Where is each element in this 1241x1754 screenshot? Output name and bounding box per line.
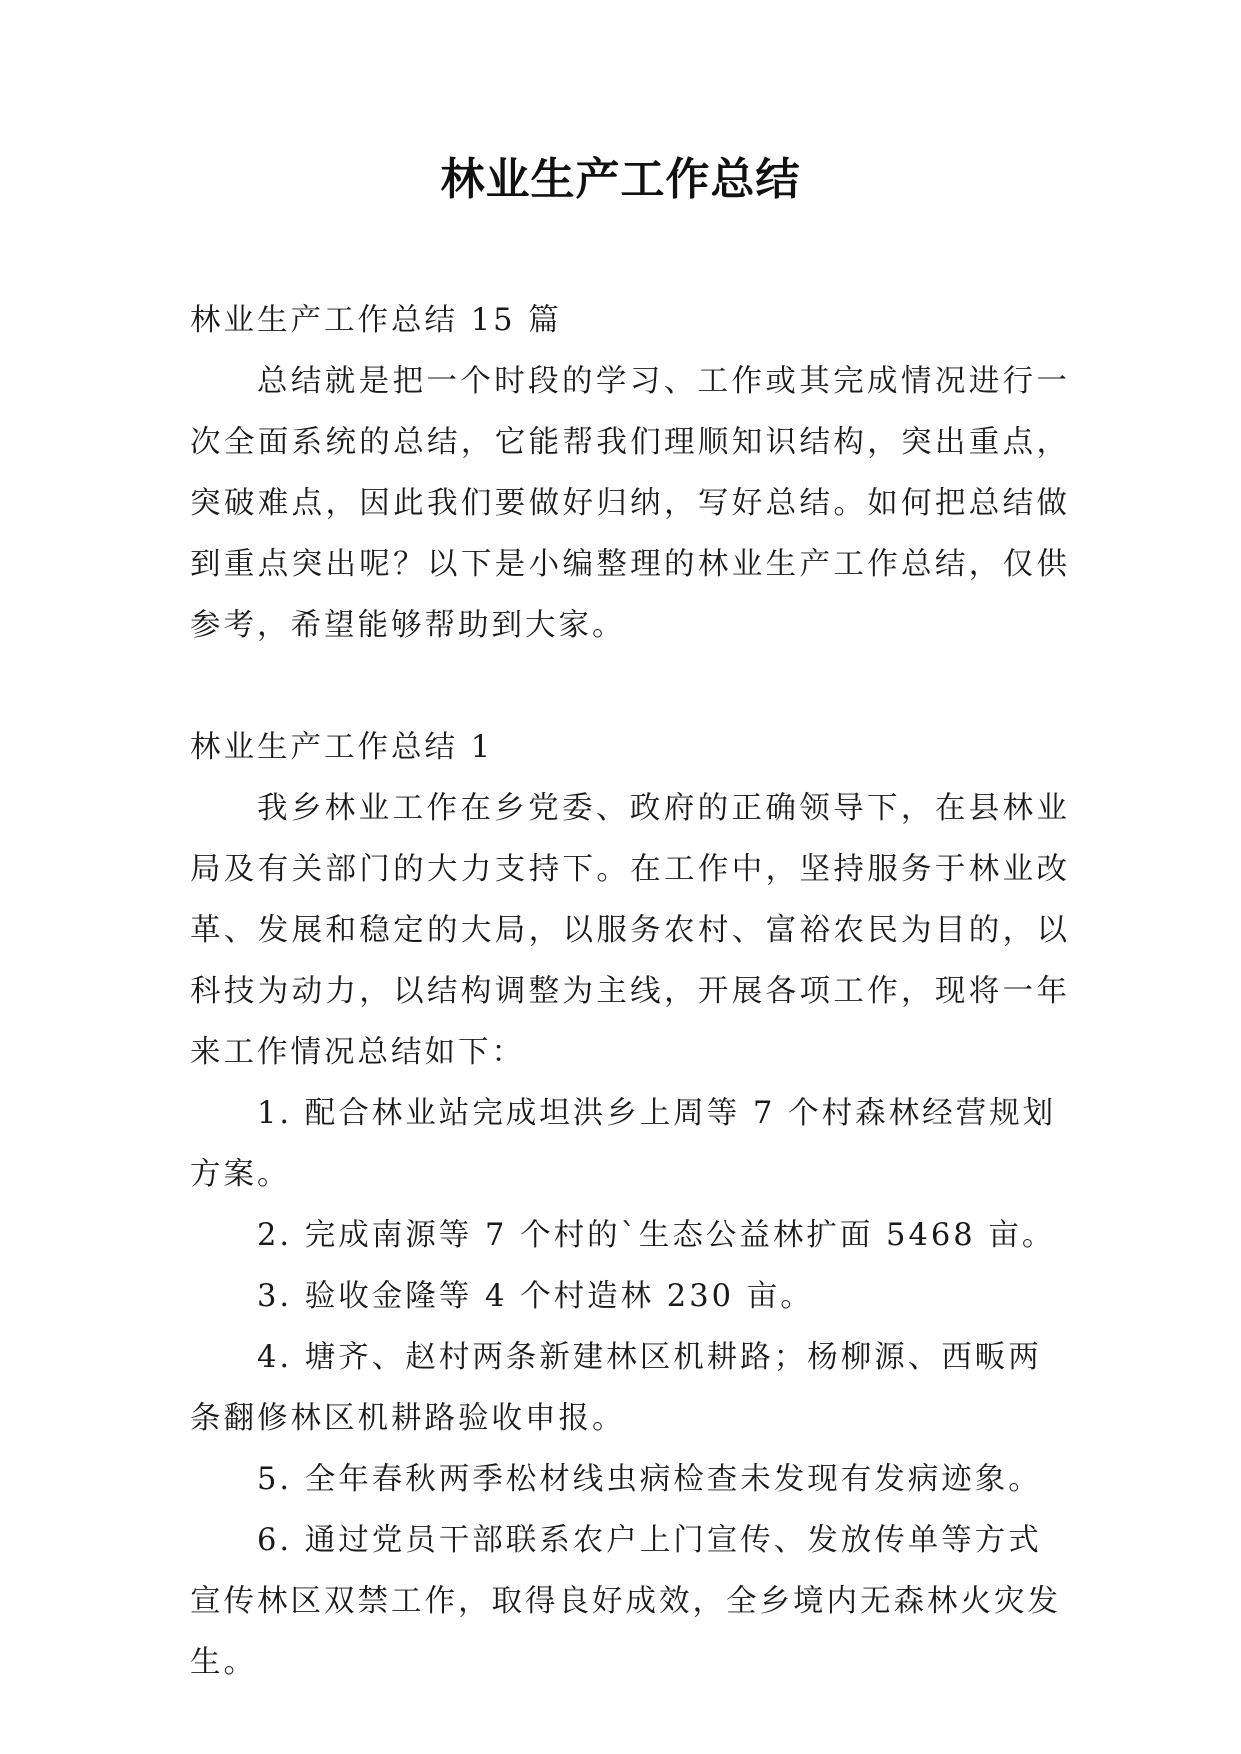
list-item: 5. 全年春秋两季松材线虫病检查未发现有发病迹象。 <box>257 1462 1042 1497</box>
section-heading: 林业生产工作总结 1 <box>190 730 494 765</box>
list-item: 1. 配合林业站完成坦洪乡上周等 7 个村森林经营规划方案。 <box>190 1096 1057 1192</box>
section-intro-paragraph: 我乡林业工作在乡党委、政府的正确领导下，在县林业局及有关部门的大力支持下。在工作中，坚持服务于林业改革、发展和稳定的大局，以服务农村、富裕农民为目的，以科技为动力，以结构调整为主线，开展各项工作，现将一年来工作情况总结如下： <box>190 791 1070 1070</box>
list-item: 3. 验收金隆等 4 个村造林 230 亩。 <box>257 1279 814 1314</box>
document-title: 林业生产工作总结 <box>440 154 801 205</box>
document-body <box>190 290 1070 1693</box>
intro-paragraph: 总结就是把一个时段的学习、工作或其完成情况进行一次全面系统的总结，它能帮我们理顺知识结构，突出重点，突破难点，因此我们要做好归纳，写好总结。如何把总结做到重点突出呢？以下是小编整理的林业生产工作总结，仅供参考，希望能够帮助到大家。 <box>190 364 1070 643</box>
list-item: 4. 塘齐、赵村两条新建林区机耕路；杨柳源、西畈两条翻修林区机耕路验收申报。 <box>190 1340 1042 1436</box>
list-item: 2. 完成南源等 7 个村的`生态公益林扩面 5468 亩。 <box>257 1218 1056 1253</box>
list-item: 6. 通过党员干部联系农户上门宣传、发放传单等方式宣传林区双禁工作，取得良好成效，全乡境内无森林火灾发生。 <box>190 1523 1061 1680</box>
document-subtitle: 林业生产工作总结 15 篇 <box>190 303 562 338</box>
